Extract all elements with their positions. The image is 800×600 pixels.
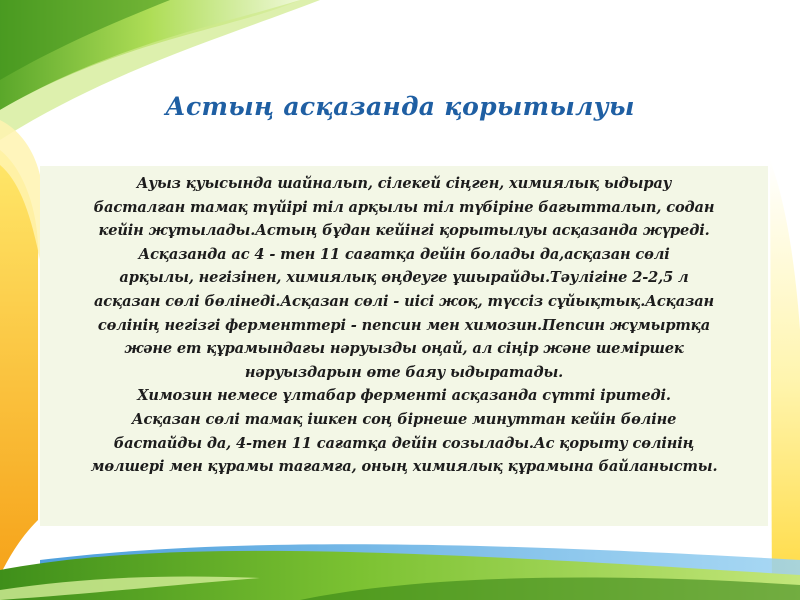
body-line: арқылы, негізінен, химиялық өңдеуге ұшырайды.Тәулігіне 2-2,5 л [119, 269, 689, 287]
slide-title: Астың асқазанда қорытылуы [165, 92, 635, 121]
body-line: нәруыздарын өте баяу ыдыратады. [244, 363, 564, 381]
body-line: және ет құрамындағы нәруызды оңай, ал сіңір және шеміршек [124, 340, 684, 358]
yellow-band-right [770, 160, 800, 600]
body-text [44, 172, 764, 479]
body-line: Асқазанда ас 4 - тен 11 сағатқа дейін болады да,асқазан сөлі [138, 245, 670, 263]
text-box [40, 166, 768, 526]
body-line: асқазан сөлі бөлінеді.Асқазан сөлі - иісі жоқ, түссіз сұйықтық.Асқазан [93, 292, 715, 310]
body-line: Ауыз қуысында шайналып, сілекей сіңген, химиялық ыдырау [136, 175, 672, 192]
body-line: басталған тамақ түйірі тіл арқылы тіл түбіріне бағытталып, содан [93, 198, 715, 216]
body-line: бастайды да, 4-тен 11 сағатқа дейін созылады.Ас қорыту сөлінің [113, 434, 695, 452]
body-line: сөлінің негізгі ферменттері - пепсин мен химозин.Пепсин жұмыртқа [97, 316, 711, 334]
body-line: Химозин немесе ұлтабар ферменті асқазанда сүтті іритеді. [137, 387, 671, 405]
body-line: Асқазан сөлі тамақ ішкен соң бірнеше минуттан кейін бөліне [131, 410, 677, 428]
body-line: кейін жұтылады.Астың бұдан кейінгі қорытылуы асқазанда жүреді. [98, 222, 710, 240]
body-line: мөлшері мен құрамы тағамға, оның химиялық құрамына байланысты. [90, 458, 718, 476]
